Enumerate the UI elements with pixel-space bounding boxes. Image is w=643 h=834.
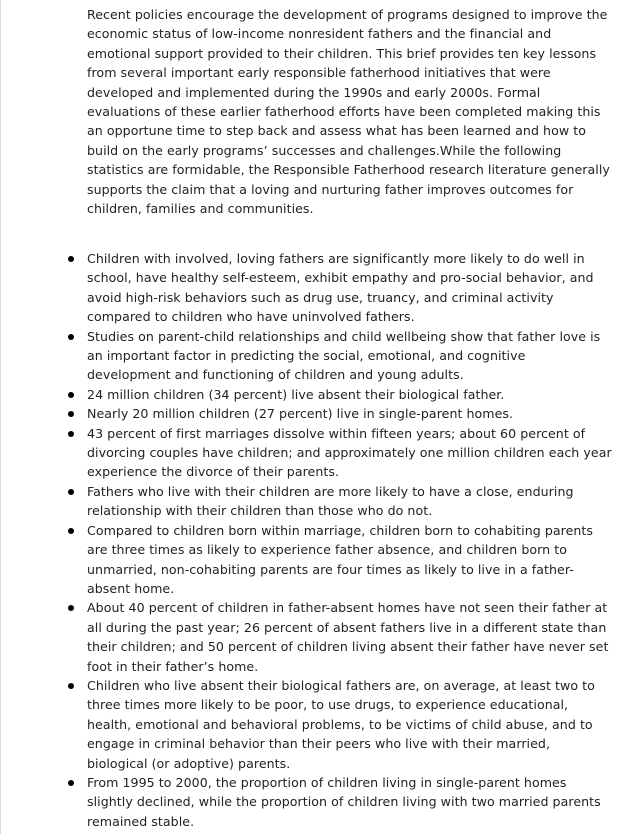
bullet-icon (68, 392, 74, 398)
bullet-icon (68, 683, 74, 689)
list-item (87, 327, 612, 385)
list-item (87, 521, 612, 599)
list-item (87, 424, 612, 482)
list-item-text: Children who live absent their biological fathers are, on average, at least two to three times more likely to be poor, to use drugs, to experience educational, health, emotional and behavioral problems, to be victims of child abuse, and to engage in criminal behavior than their peers who live with their married, biological (or adoptive) parents. (87, 677, 595, 771)
bullet-icon (68, 256, 74, 262)
list-item-text: From 1995 to 2000, the proportion of children living in single-parent homes slightly declined, while the proportion of children living with two married parents remained stable. (87, 774, 601, 829)
statistics-list (87, 249, 612, 831)
bullet-icon (68, 334, 74, 340)
bullet-icon (68, 605, 74, 611)
bullet-icon (68, 780, 74, 786)
bullet-icon (68, 528, 74, 534)
list-item-text: Children with involved, loving fathers are significantly more likely to do well in school, have healthy self-esteem, exhibit empathy and pro-social behavior, and avoid high-risk behaviors such as drug use, truancy, and criminal activity compared to children who have uninvolved fathers. (87, 251, 594, 325)
list-item (87, 598, 612, 676)
list-item (87, 676, 612, 773)
list-item-text: Compared to children born within marriage, children born to cohabiting parents are three times as likely to experience father absence, and children born to unmarried, non-cohabiting parents are four times as likely to live in a father-absent home. (87, 522, 594, 596)
bullet-icon (68, 489, 74, 495)
list-item (87, 404, 612, 423)
list-item (87, 482, 612, 521)
list-item-text: Fathers who live with their children are more likely to have a close, enduring relationship with their children than those who do not. (87, 483, 574, 519)
bullet-icon (68, 411, 74, 417)
list-item (87, 385, 612, 404)
list-item (87, 249, 612, 327)
list-item (87, 773, 612, 831)
list-item-text: 24 million children (34 percent) live absent their biological father. (87, 386, 505, 402)
list-item-text: 43 percent of first marriages dissolve within fifteen years; about 60 percent of divorcing couples have children; and approximately one million children each year experience the divorce of their parents. (87, 425, 612, 480)
list-item-text: Nearly 20 million children (27 percent) live in single-parent homes. (87, 406, 514, 422)
intro-paragraph: Recent policies encourage the development of programs designed to improve the economic status of low-income nonresident fathers and the financial and emotional support provided to their children. This brief provides ten key lessons from several important early responsible fatherhood initiatives that were developed and implemented during the 1990s and early 2000s. Formal evaluations of these earlier fatherhood efforts have been completed making this an opportune time to step back and assess what has been learned and how to build on the early programs’ successes and challenges.While the following statistics are formidable, the Responsible Fatherhood research literature generally supports the claim that a loving and nurturing father improves outcomes for children, families and communities. (87, 7, 610, 217)
list-item-text: Studies on parent-child relationships and child wellbeing show that father love is an important factor in predicting the social, emotional, and cognitive development and functioning of children and young adults. (87, 328, 601, 383)
list-item-text: About 40 percent of children in father-absent homes have not seen their father at all during the past year; 26 percent of absent fathers live in a different state than their children; and 50 percent of children living absent their father have never set foot in their father’s home. (87, 600, 609, 674)
bullet-icon (68, 431, 74, 437)
